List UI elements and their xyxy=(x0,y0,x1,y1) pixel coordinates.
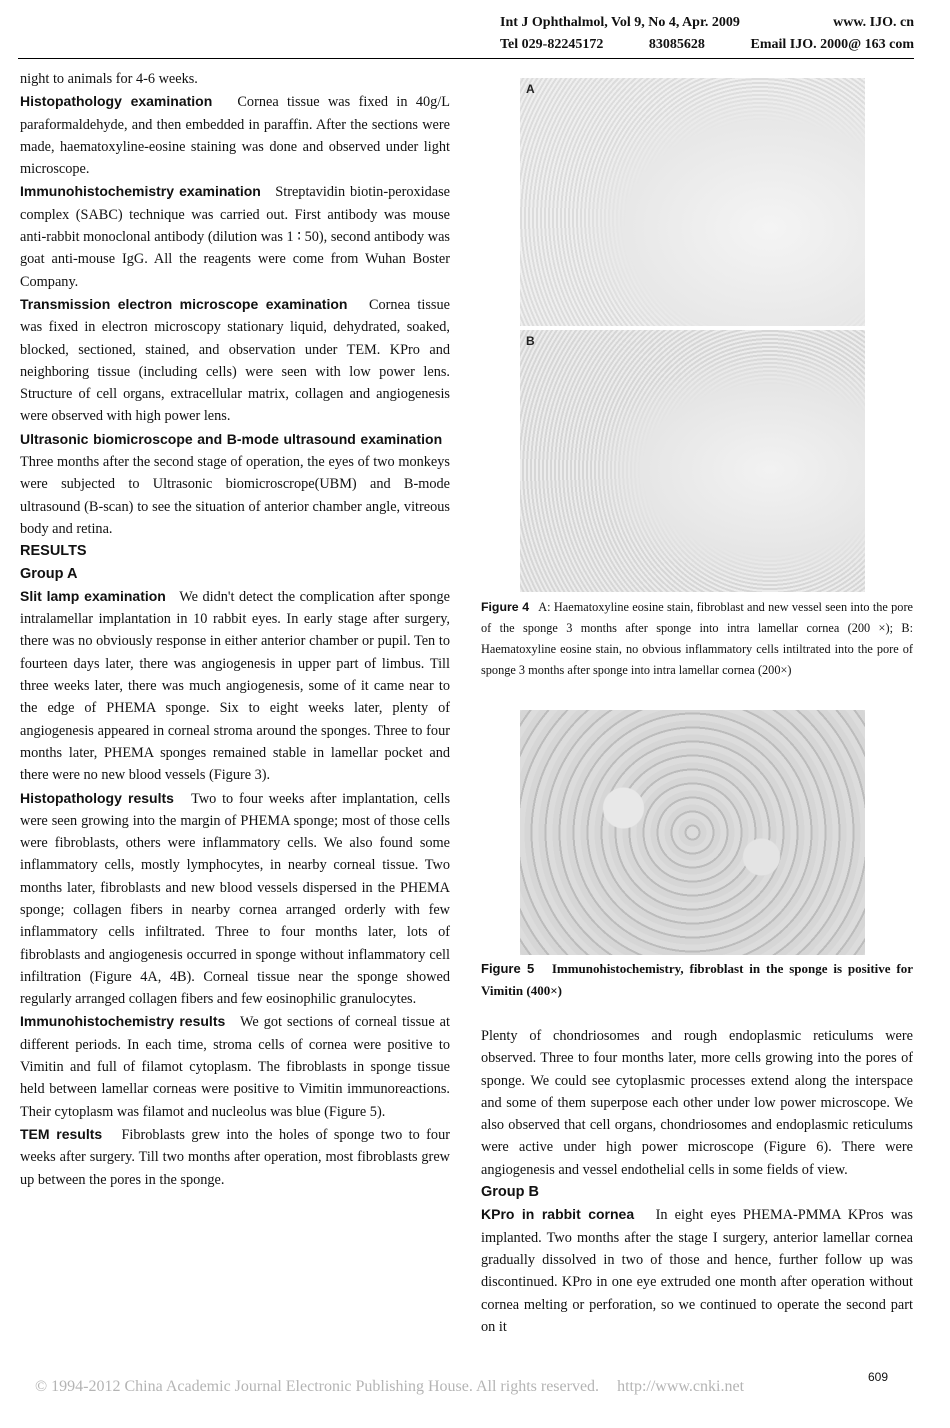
figure-4b-micrograph xyxy=(520,330,865,592)
page-number: 609 xyxy=(868,1370,889,1384)
subhead-tem-results: TEM results xyxy=(20,1125,103,1142)
journal-tel-2: 83085628 xyxy=(648,37,705,52)
subhead-slit-lamp: Slit lamp examination xyxy=(20,587,166,604)
text-immuno-results: We got sections of corneal tissue at different periods. In each time, stroma cells of cornea were positive to Vimitin and full of filamot cytoplasm. The fibroblasts in sponge tissue held between lamellar corneas were positive to Vimitin immunoreactions. Their cytoplasm was filamot and nucleolus was blue (Figure 5). xyxy=(20,1014,450,1120)
figure-5-caption xyxy=(481,958,913,1002)
subhead-histo-results: Histopathology results xyxy=(20,789,174,806)
figure-4-panel-a-label: A xyxy=(526,82,535,96)
figure-4-panel-b-label: B xyxy=(526,334,535,348)
subhead-immuno-results: Immunohistochemistry results xyxy=(20,1013,226,1030)
figure-4-caption-text: A: Haematoxyline eosine stain, fibroblast and new vessel seen into the pore of the sponge 3 months after sponge into intra lamellar cornea (200 ×); B: Haematoxyline eosine stain, no obvious inflammatory cells intiltrated into the pore of sponge 3 months after sponge into intra lamellar cornea (200×) xyxy=(481,600,913,677)
paragraph-histo-results xyxy=(20,787,450,1011)
text-ubm: Three months after the second stage of operation, the eyes of two monkeys were subjected to Ultrasonic biomicroscrope(UBM) and B-mode ultrasound (B-scan) to see the situation of anterior chamber angle, vitreous body and retina. xyxy=(20,454,450,537)
text-histo-results: Two to four weeks after implantation, cells were seen growing into the margin of PHEMA sponge; most of those cells were fibroblasts, others were inflammatory cells. We also found some inflammatory cells, mostly lymphocytes, in nearby corneal tissue. Two months later, fibroblasts and new blood vessels dispersed in the PHEMA sponge; collagen fibers in nearby cornea arranged orderly with few inflammatory cells infiltrated. Three to four months later, lots of fibroblasts and angiogenesis occurred in sponge without inflammatory cell infiltration (Figure 4A, 4B). Corneal tissue near the sponge showed regularly arranged collagen fibers and few eosinophilic granulocytes. xyxy=(20,790,451,1008)
figure-4a-micrograph xyxy=(520,78,865,326)
text-tem-results: Fibroblasts grew into the holes of sponge two to four weeks after surgery. Till two months after operation, most fibroblasts grew up between the pores in the sponge. xyxy=(20,1126,450,1188)
subhead-tem-exam: Transmission electron microscope examination xyxy=(20,295,348,312)
paragraph-immuno-exam xyxy=(20,180,450,292)
journal-website: www. IJO. cn xyxy=(833,15,914,30)
journal-email: Email IJO. 2000@ 163 com xyxy=(750,37,914,52)
subhead-ubm: Ultrasonic biomicroscope and B-mode ultrasound examination xyxy=(20,430,443,447)
figure-5-caption-text: Immunohistochemistry, fibroblast in the sponge is positive for Vimitin (400×) xyxy=(481,961,913,998)
subhead-kpro-rabbit: KPro in rabbit cornea xyxy=(481,1206,635,1223)
footer-url[interactable]: http://www.cnki.net xyxy=(617,1378,745,1395)
left-column xyxy=(20,68,450,1191)
figure-4-label: Figure 4 xyxy=(481,600,530,614)
paragraph-immuno-results xyxy=(20,1010,450,1122)
journal-tel: Tel 029-82245172 xyxy=(500,37,604,52)
text-slit-lamp: We didn't detect the complication after sponge intralamellar implantation in 10 rabbit eyes. In early stage after surgery, there was no obviously response in either anterior chamber or pupil. Ten to fourteen days later, there was angiogenesis in upper part of limbus. Till three weeks later, there was much angiogenesis, some of it came near to the edge of PHEMA sponge. Six to eight weeks later, plenty of angiogenesis appeared in corneal stroma around the sponges. Three to four months later, PHEMA sponges remained stable in lamellar pocket and there were no new blood vessels (Figure 3). xyxy=(20,588,451,784)
paragraph-ubm xyxy=(20,428,450,540)
subhead-histo-exam: Histopathology examination xyxy=(20,93,213,110)
footer-copyright xyxy=(35,1378,744,1396)
section-results: RESULTS xyxy=(20,543,87,560)
paragraph-tem-continued: Plenty of chondriosomes and rough endoplasmic reticulums were observed. Three to four months later, more cells growing into the pores of sponge. We could see cytoplasmic processes extend along the interspace and some of them superpose each other under low power microscope. We also observed that cell organs, chondriosomes and endoplasmic reticulums were active under high power microscope (Figure 6). There were angiogenesis and vessel endothelial cells in some fields of view. xyxy=(481,1028,913,1178)
text-histo-exam: Cornea tissue was fixed in 40g/L paraformaldehyde, and then embedded in paraffin. After the sections were made, haematoxyline-eosine staining was done and observed under light microscope. xyxy=(20,94,450,178)
paragraph-tem-exam xyxy=(20,293,450,428)
figure-4-caption xyxy=(481,597,913,681)
section-group-a: Group A xyxy=(20,565,78,582)
paragraph-continuation: night to animals for 4-6 weeks. xyxy=(20,71,198,87)
paragraph-tem-results xyxy=(20,1123,450,1191)
paragraph-slit-lamp xyxy=(20,585,450,787)
text-kpro-rabbit: In eight eyes PHEMA-PMMA KPros was implanted. Two months after the stage I surgery, anterior lamellar cornea gradually dissolved in two of those and hence, further follow up was discontinued. KPro in one eye extruded one month after operation without cornea melting or perforation, so we continued to operate the second part on it xyxy=(481,1207,914,1335)
right-column xyxy=(481,1025,913,1338)
paragraph-kpro-rabbit xyxy=(481,1203,913,1338)
figure-5-label: Figure 5 xyxy=(481,961,535,976)
text-tem-exam: Cornea tissue was fixed in electron microscopy stationary liquid, dehydrated, soaked, blocked, sectioned, stained, and observation under TEM. KPro and neighboring tissue (including cells) were seen with low power lens. Structure of cell organs, extracellular matrix, collagen and angiogenesis were observed with high power lens. xyxy=(20,296,450,425)
text-immuno-exam: Streptavidin biotin-peroxidase complex (SABC) technique was carried out. First antibody was mouse anti-rabbit monoclonal antibody (dilution was 1 ∶ 50), second antibody was goat anti-mouse IgG. All the reagents were come from Wuhan Boster Company. xyxy=(20,184,451,290)
header-rule xyxy=(18,58,914,59)
paragraph-histo-exam xyxy=(20,90,450,180)
journal-citation: Int J Ophthalmol, Vol 9, No 4, Apr. 2009 xyxy=(500,15,740,30)
footer-copyright-text: © 1994-2012 China Academic Journal Electronic Publishing House. All rights reserved. xyxy=(35,1378,600,1395)
figure-5-micrograph xyxy=(520,710,865,955)
section-group-b: Group B xyxy=(481,1184,539,1201)
subhead-immuno-exam: Immunohistochemistry examination xyxy=(20,183,261,200)
running-header xyxy=(500,12,914,56)
